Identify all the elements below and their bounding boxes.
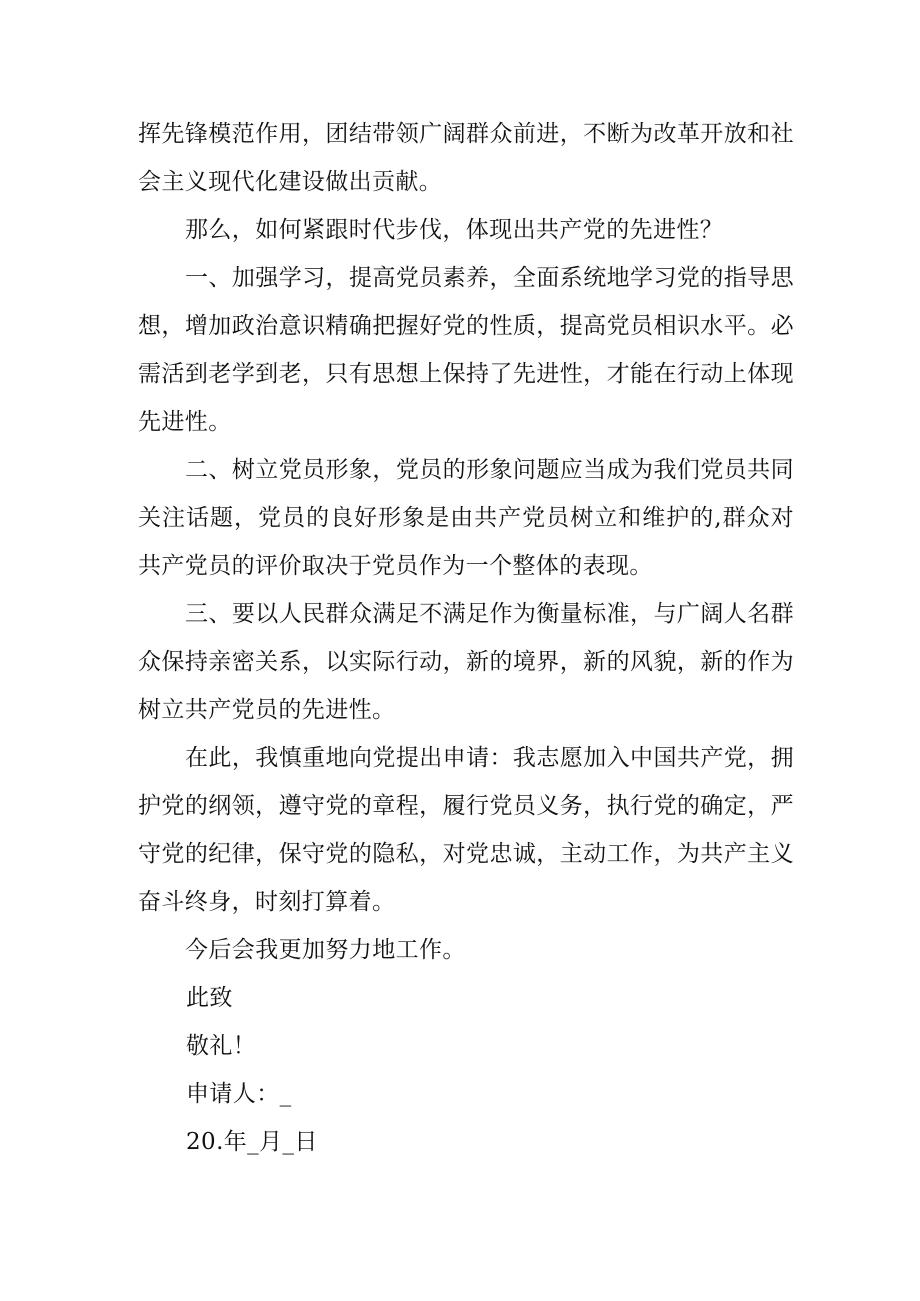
paragraph-continuation: 挥先锋模范作用，团结带领广阔群众前进，不断为改革开放和社会主义现代化建设做出贡献。	[138, 121, 794, 195]
date-line: 20.年_月_日	[186, 1129, 318, 1155]
paragraph-commitment: 今后会我更加努力地工作。	[185, 937, 466, 963]
paragraph-question: 那么，如何紧跟时代步伐，体现出共产党的先进性？	[185, 217, 724, 243]
applicant-signature-line: 申请人：_	[186, 1081, 292, 1107]
paragraph-point-three: 三、要以人民群众满足不满足作为衡量标准，与广阔人名群众保持亲密关系，以实际行动，新的境界，新的风貌，新的作为树立共产党员的先进性。	[138, 601, 794, 723]
paragraph-point-one: 一、加强学习，提高党员素养，全面系统地学习党的指导思想，增加政治意识精确把握好党的性质，提高党员相识水平。必需活到老学到老，只有思想上保持了先进性，才能在行动上体现先进性。	[138, 265, 794, 435]
closing-regards: 敬礼！	[186, 1033, 257, 1059]
paragraph-application: 在此，我慎重地向党提出申请：我志愿加入中国共产党，拥护党的纲领，遵守党的章程，履行党员义务，执行党的确定，严守党的纪律，保守党的隐私，对党忠诚，主动工作，为共产主义奋斗终身，时刻打算着。	[138, 745, 794, 915]
paragraph-point-two: 二、树立党员形象，党员的形象问题应当成为我们党员共同关注话题，党员的良好形象是由共产党员树立和维护的,群众对共产党员的评价取决于党员作为一个整体的表现。	[138, 457, 794, 579]
closing-salutation: 此致	[186, 985, 233, 1011]
